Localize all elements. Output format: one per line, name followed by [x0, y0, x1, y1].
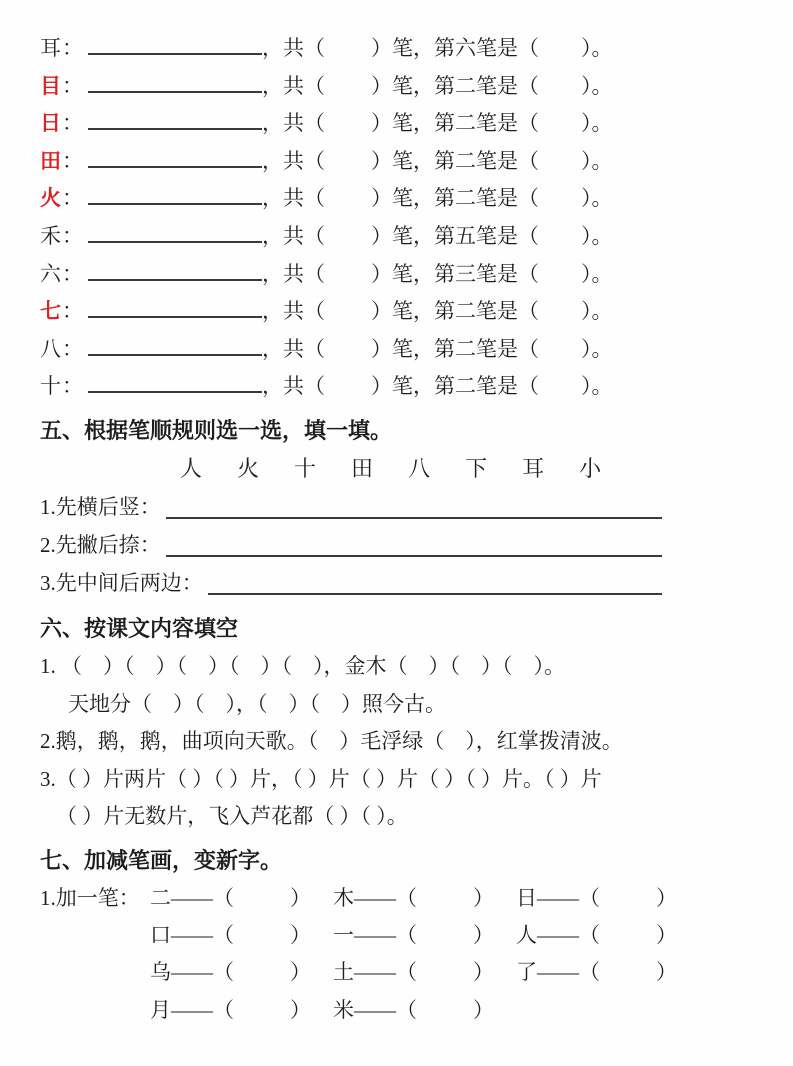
row-text: （: [518, 186, 539, 211]
bank-character: 火: [237, 455, 260, 481]
paren-close: ）: [290, 960, 311, 985]
row-indent: [40, 954, 150, 991]
arrow-open: ——（: [171, 885, 234, 910]
colon: ：: [62, 73, 83, 98]
bank-character: 小: [579, 455, 602, 481]
colon: ：: [62, 186, 83, 211]
paren-gap: [417, 901, 473, 905]
add-stroke-row: [40, 917, 763, 954]
section5-title: 五、根据笔顺规则选一选，填一填。: [40, 417, 393, 443]
row-text: ）。: [581, 374, 613, 399]
row-text: ）。: [581, 223, 613, 248]
paren-gap: [539, 314, 581, 318]
row-text: ，共（: [262, 374, 325, 399]
arrow-open: ——（: [537, 885, 600, 910]
target-character: 八: [40, 336, 62, 361]
paren-gap: [325, 126, 371, 130]
transform-item: [516, 880, 699, 917]
source-character: 月: [150, 997, 171, 1022]
section6-title: 六、按课文内容填空: [40, 615, 239, 641]
paren-gap: [539, 126, 581, 130]
paren-gap: [600, 975, 656, 979]
arrow-open: ——（: [354, 923, 417, 948]
transform-item: [333, 880, 516, 917]
answer-blank: [88, 379, 262, 393]
paren-gap: [539, 89, 581, 93]
colon: ：: [62, 336, 83, 361]
fill-blank-line: 1. （ ）（ ）（ ）（ ）（ ），金木（ ）（ ）（ ）。: [40, 653, 565, 678]
add-stroke-label: 1.加一笔：: [40, 885, 140, 910]
answer-blank: [88, 154, 262, 168]
answer-line: [161, 526, 662, 564]
row-text: ）笔，: [371, 148, 434, 173]
stroke-question: 第二笔是: [434, 299, 518, 324]
row-text: ）。: [581, 73, 613, 98]
stroke-count-row: [40, 30, 763, 68]
fill-blank-line: （ ）片无数片，飞入芦花都（ ）（ ）。: [56, 804, 408, 829]
colon: ：: [62, 223, 83, 248]
paren-gap: [325, 239, 371, 243]
bank-character: 十: [294, 455, 317, 481]
row-text: ，共（: [262, 148, 325, 173]
source-character: 一: [333, 923, 354, 948]
stroke-order-section: [40, 412, 763, 602]
row-text: ）笔，: [371, 299, 434, 324]
bank-character: 田: [351, 455, 374, 481]
paren-close: ）: [656, 923, 677, 948]
paren-gap: [600, 901, 656, 905]
row-text: ，共（: [262, 336, 325, 361]
stroke-rule-item: [40, 564, 662, 602]
paren-gap: [325, 89, 371, 93]
paren-gap: [325, 314, 371, 318]
arrow-open: ——（: [537, 923, 600, 948]
arrow-open: ——（: [354, 997, 417, 1022]
paren-close: ）: [656, 960, 677, 985]
stroke-question: 第二笔是: [434, 73, 518, 98]
row-text: （: [518, 261, 539, 286]
paren-gap: [539, 352, 581, 356]
target-character: 耳: [40, 36, 62, 60]
paren-gap: [325, 277, 371, 281]
paren-gap: [417, 938, 473, 942]
stroke-question: 第二笔是: [434, 186, 518, 211]
colon: ：: [62, 261, 83, 286]
transform-item: [150, 917, 333, 954]
paren-close: ）: [290, 923, 311, 948]
paren-gap: [325, 352, 371, 356]
row-text: （: [518, 36, 539, 60]
source-character: 了: [516, 960, 537, 985]
add-stroke-section: [40, 842, 763, 1029]
paren-close: ）: [656, 885, 677, 910]
row-text: ，共（: [262, 261, 325, 286]
row-text: ）。: [581, 148, 613, 173]
row-text: ，共（: [262, 299, 325, 324]
paren-gap: [417, 1013, 473, 1017]
stroke-question: 第二笔是: [434, 374, 518, 399]
fill-blank-line: 3.（ ）片两片（ ）（ ）片，（ ）片（ ）片（ ）（ ）片。（ ）片: [40, 766, 602, 791]
paren-gap: [325, 201, 371, 205]
paren-gap: [539, 201, 581, 205]
answer-blank: [88, 342, 262, 356]
add-stroke-row: [40, 954, 763, 991]
paren-gap: [234, 901, 290, 905]
stroke-count-row: [40, 68, 763, 106]
row-text: （: [518, 73, 539, 98]
paren-close: ）: [473, 923, 494, 948]
answer-line: [161, 488, 662, 526]
row-text: （: [518, 148, 539, 173]
stroke-count-row: [40, 256, 763, 294]
row-text: ，共（: [262, 111, 325, 136]
row-text: ，共（: [262, 73, 325, 98]
paren-close: ）: [290, 997, 311, 1022]
source-character: 土: [333, 960, 354, 985]
target-character: 禾: [40, 223, 62, 248]
stroke-question: 第五笔是: [434, 223, 518, 248]
text-fill-section: [40, 610, 763, 836]
target-character: 七: [40, 299, 62, 324]
row-text: ）。: [581, 36, 613, 60]
row-text: ）笔，: [371, 73, 434, 98]
transform-item: [150, 992, 333, 1029]
row-text: ）。: [581, 299, 613, 324]
paren-gap: [539, 389, 581, 393]
colon: ：: [62, 36, 83, 60]
stroke-count-row: [40, 143, 763, 181]
target-character: 六: [40, 261, 62, 286]
paren-gap: [539, 277, 581, 281]
bank-character: 人: [180, 455, 203, 481]
colon: ：: [62, 111, 83, 136]
transform-item: [150, 954, 333, 991]
colon: ：: [62, 299, 83, 324]
paren-gap: [325, 51, 371, 55]
row-text: ）笔，: [371, 186, 434, 211]
paren-gap: [325, 389, 371, 393]
answer-blank: [88, 116, 262, 130]
answer-blank: [88, 191, 262, 205]
source-character: 二: [150, 885, 171, 910]
transform-item: [333, 917, 516, 954]
paren-gap: [234, 1013, 290, 1017]
transform-item: [516, 917, 699, 954]
target-character: 目: [40, 73, 62, 98]
row-text: ）。: [581, 336, 613, 361]
stroke-question: 第二笔是: [434, 111, 518, 136]
stroke-count-section: [40, 30, 763, 406]
paren-gap: [234, 975, 290, 979]
arrow-open: ——（: [354, 885, 417, 910]
answer-blank: [88, 304, 262, 318]
rule-label: 3.先中间后两边：: [40, 570, 203, 595]
bank-character: 八: [408, 455, 431, 481]
answer-blank: [88, 41, 262, 55]
arrow-open: ——（: [354, 960, 417, 985]
bank-character: 下: [465, 455, 488, 481]
paren-gap: [600, 938, 656, 942]
row-text: （: [518, 299, 539, 324]
bank-character: 耳: [522, 455, 545, 481]
stroke-rule-item: [40, 488, 662, 526]
row-text: （: [518, 223, 539, 248]
arrow-open: ——（: [171, 923, 234, 948]
stroke-count-row: [40, 218, 763, 256]
stroke-question: 第二笔是: [434, 148, 518, 173]
paren-gap: [417, 975, 473, 979]
section7-title: 七、加减笔画，变新字。: [40, 847, 283, 873]
row-indent: [40, 917, 150, 954]
stroke-rule-item: [40, 526, 662, 564]
fill-blank-line: 天地分（ ）（ ），（ ）（ ）照今古。: [68, 691, 446, 716]
add-stroke-row: [40, 880, 763, 917]
row-text: （: [518, 336, 539, 361]
paren-close: ）: [473, 885, 494, 910]
row-text: ，共（: [262, 186, 325, 211]
row-text: ）笔，: [371, 261, 434, 286]
answer-line: [203, 564, 662, 602]
source-character: 日: [516, 885, 537, 910]
row-text: （: [518, 111, 539, 136]
row-indent: [40, 992, 150, 1029]
transform-item: [150, 880, 333, 917]
colon: ：: [62, 374, 83, 399]
add-stroke-row: [40, 992, 763, 1029]
transform-item: [333, 992, 516, 1029]
arrow-open: ——（: [171, 960, 234, 985]
transform-item: [516, 954, 699, 991]
paren-gap: [539, 51, 581, 55]
paren-gap: [234, 938, 290, 942]
paren-close: ）: [473, 997, 494, 1022]
transform-item: [333, 954, 516, 991]
source-character: 木: [333, 885, 354, 910]
row-text: （: [518, 374, 539, 399]
stroke-count-row: [40, 331, 763, 369]
target-character: 十: [40, 374, 62, 399]
character-bank: [180, 450, 763, 488]
stroke-question: 第二笔是: [434, 336, 518, 361]
stroke-count-row: [40, 293, 763, 331]
arrow-open: ——（: [537, 960, 600, 985]
answer-blank: [88, 267, 262, 281]
row-text: ）笔，: [371, 111, 434, 136]
stroke-count-row: [40, 368, 763, 406]
paren-close: ）: [473, 960, 494, 985]
row-text: ）笔，: [371, 223, 434, 248]
colon: ：: [62, 148, 83, 173]
paren-gap: [325, 164, 371, 168]
answer-blank: [88, 79, 262, 93]
paren-gap: [539, 239, 581, 243]
arrow-open: ——（: [171, 997, 234, 1022]
target-character: 火: [40, 186, 62, 211]
row-text: ）。: [581, 186, 613, 211]
source-character: 人: [516, 923, 537, 948]
row-text: ）笔，: [371, 36, 434, 60]
fill-blank-line: 2.鹅，鹅，鹅，曲项向天歌。（ ）毛浮绿（ ），红掌拨清波。: [40, 729, 623, 754]
row-text: ，共（: [262, 223, 325, 248]
source-character: 米: [333, 997, 354, 1022]
source-character: 乌: [150, 960, 171, 985]
source-character: 口: [150, 923, 171, 948]
row-text: ）。: [581, 261, 613, 286]
rule-label: 1.先横后竖：: [40, 494, 161, 519]
stroke-count-row: [40, 105, 763, 143]
stroke-question: 第六笔是: [434, 36, 518, 60]
stroke-question: 第三笔是: [434, 261, 518, 286]
row-text: ）笔，: [371, 336, 434, 361]
row-text: ）。: [581, 111, 613, 136]
stroke-count-row: [40, 180, 763, 218]
rule-label: 2.先撇后捺：: [40, 532, 161, 557]
row-text: ，共（: [262, 36, 325, 60]
paren-gap: [539, 164, 581, 168]
target-character: 日: [40, 111, 62, 136]
row-text: ）笔，: [371, 374, 434, 399]
target-character: 田: [40, 148, 62, 173]
paren-close: ）: [290, 885, 311, 910]
answer-blank: [88, 229, 262, 243]
